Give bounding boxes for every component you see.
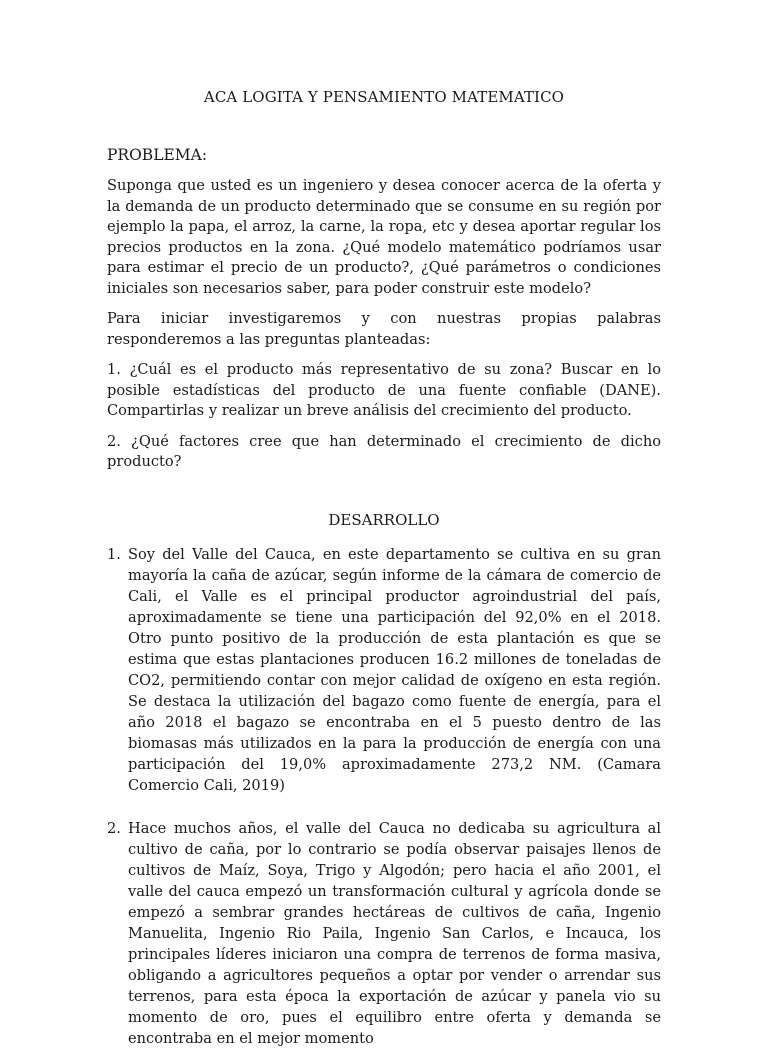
problema-paragraph-1: Suponga que usted es un ingeniero y desea conocer acerca de la oferta y la demanda de un producto determinado que se consume en su región por ejemplo la papa, el arroz, la carne, la ropa, etc y desea aportar regular los precios productos en la zona. ¿Qué modelo matemático podríamos usar para estimar el precio de un producto?, ¿Qué parámetros o condiciones iniciales son necesarios saber, para poder construir este modelo? — [107, 177, 661, 297]
problema-paragraph-2: Para iniciar investigaremos y con nuestras propias palabras responderemos a las preguntas planteadas: — [107, 310, 661, 348]
desarrollo-list — [107, 544, 661, 1049]
list-item — [107, 544, 661, 796]
problema-label: PROBLEMA: — [107, 146, 208, 164]
list-item-number: 1. — [107, 545, 121, 563]
list-item-number: 2. — [107, 819, 121, 837]
question-1: 1. ¿Cuál es el producto más representativo de su zona? Buscar en lo posible estadísticas del producto de una fuente confiable (DANE). Compartirlas y realizar un breve análisis del crecimiento del producto. — [107, 361, 661, 419]
document-title: ACA LOGITA Y PENSAMIENTO MATEMATICO — [203, 88, 565, 106]
desarrollo-heading: DESARROLLO — [328, 510, 440, 529]
list-item-text: Soy del Valle del Cauca, en este departamento se cultiva en su gran mayoría la caña de azúcar, según informe de la cámara de comercio de Cali, el Valle es el principal productor agroindustrial del país, aproximadamente se tiene una participación del 92,0% en el 2018. Otro punto positivo de la producción de esta plantación es que se estima que estas plantaciones producen 16.2 millones de toneladas de CO2, permitiendo contar con mejor calidad de oxígeno en esta región. Se destaca la utilización del bagazo como fuente de energía, para el año 2018 el bagazo se encontraba en el 5 puesto dentro de las biomasas más utilizados en la para la producción de energía con una participación del 19,0% aproximadamente 273,2 NM. (Camara Comercio Cali, 2019) — [128, 545, 661, 794]
question-2: 2. ¿Qué factores cree que han determinado el crecimiento de dicho producto? — [107, 432, 661, 470]
list-item-text: Hace muchos años, el valle del Cauca no dedicaba su agricultura al cultivo de caña, por lo contrario se podía observar paisajes llenos de cultivos de Maíz, Soya, Trigo y Algodón; pero hacia el año 2001, el valle del cauca empezó un transformación cultural y agrícola donde se empezó a sembrar grandes hectáreas de cultivos de caña, Ingenio Manuelita, Ingenio Rio Paila, Ingenio San Carlos, e Incauca, los principales líderes iniciaron una compra de terrenos de forma masiva, obligando a agricultores pequeños a optar por vender o arrendar sus terrenos, para esta época la exportación de azúcar y panela vio su momento de oro, pues el equilibro entre oferta y demanda se encontraba en el mejor momento — [128, 819, 661, 1047]
list-item — [107, 818, 661, 1049]
